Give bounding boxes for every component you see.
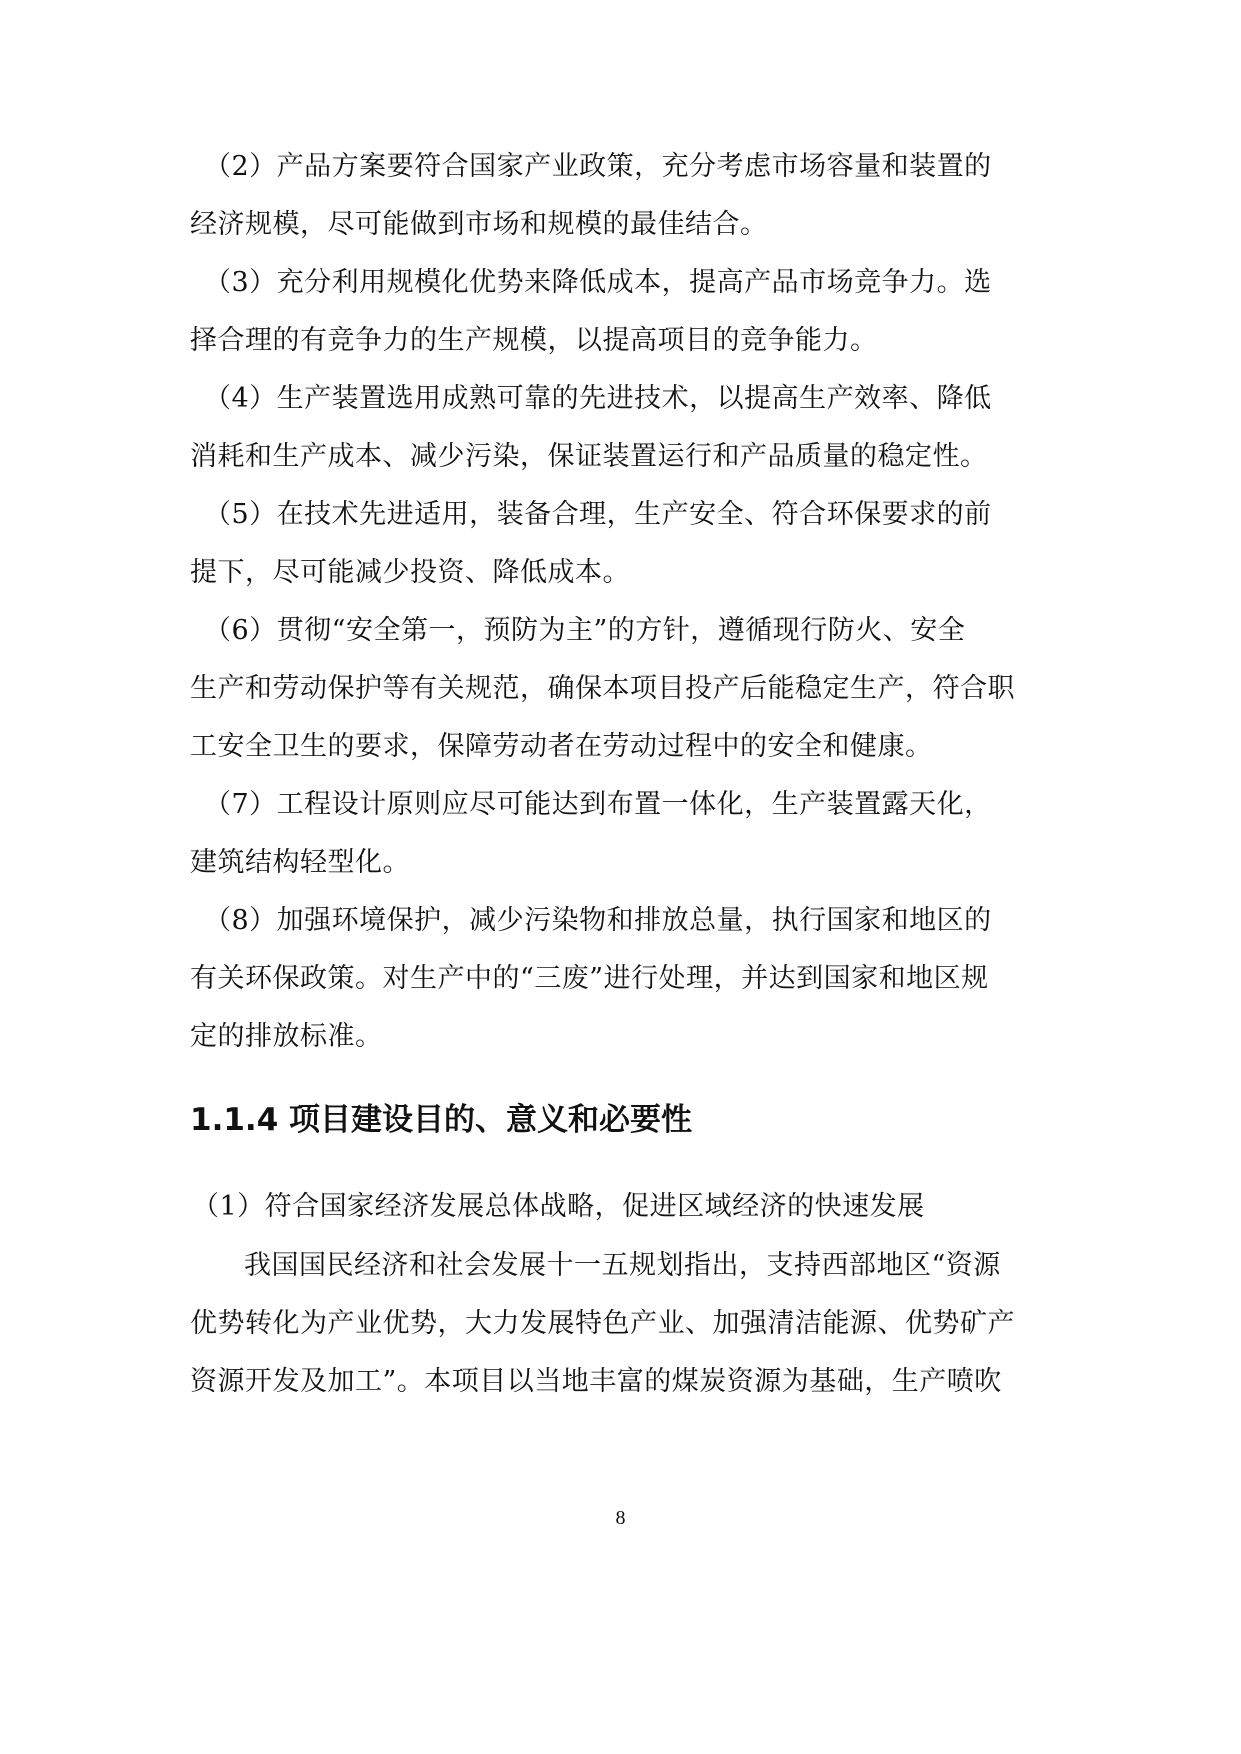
- paragraph-line: （3）充分利用规模化优势来降低成本，提高产品市场竞争力。选: [204, 267, 992, 298]
- paragraph-line: 定的排放标准。: [190, 1021, 383, 1052]
- paragraph-line: 建筑结构轻型化。: [190, 847, 410, 878]
- paragraph-line: 消耗和生产成本、减少污染，保证装置运行和产品质量的稳定性。: [190, 441, 988, 472]
- paragraph-line: （7）工程设计原则应尽可能达到布置一体化，生产装置露天化，: [204, 789, 992, 820]
- paragraph-line: 择合理的有竞争力的生产规模，以提高项目的竞争能力。: [190, 325, 878, 356]
- paragraph-line: 提下，尽可能减少投资、降低成本。: [190, 557, 630, 588]
- paragraph-line: （2）产品方案要符合国家产业政策，充分考虑市场容量和装置的: [204, 151, 992, 182]
- paragraph-line: 工安全卫生的要求，保障劳动者在劳动过程中的安全和健康。: [190, 731, 933, 762]
- page-number: 8: [615, 1507, 626, 1529]
- subsection-heading: （1）符合国家经济发展总体战略，促进区域经济的快速发展: [192, 1191, 925, 1222]
- paragraph-line: 我国国民经济和社会发展十一五规划指出，支持西部地区“资源: [244, 1250, 1001, 1281]
- section-heading: 1.1.4 项目建设目的、意义和必要性: [190, 1102, 693, 1138]
- paragraph-line: 优势转化为产业优势，大力发展特色产业、加强清洁能源、优势矿产: [190, 1308, 1015, 1339]
- paragraph-line: 资源开发及加工”。本项目以当地丰富的煤炭资源为基础，生产喷吹: [190, 1366, 1002, 1397]
- paragraph-line: （8）加强环境保护，减少污染物和排放总量，执行国家和地区的: [204, 905, 992, 936]
- paragraph-line: 有关环保政策。对生产中的“三废”进行处理，并达到国家和地区规: [190, 963, 989, 994]
- paragraph-line: （6）贯彻“安全第一，预防为主”的方针，遵循现行防火、安全: [204, 615, 966, 646]
- paragraph-line: 生产和劳动保护等有关规范，确保本项目投产后能稳定生产，符合职: [190, 673, 1015, 704]
- paragraph-line: （5）在技术先进适用，装备合理，生产安全、符合环保要求的前: [204, 499, 992, 530]
- paragraph-line: 经济规模，尽可能做到市场和规模的最佳结合。: [190, 209, 768, 240]
- paragraph-line: （4）生产装置选用成熟可靠的先进技术，以提高生产效率、降低: [204, 383, 992, 414]
